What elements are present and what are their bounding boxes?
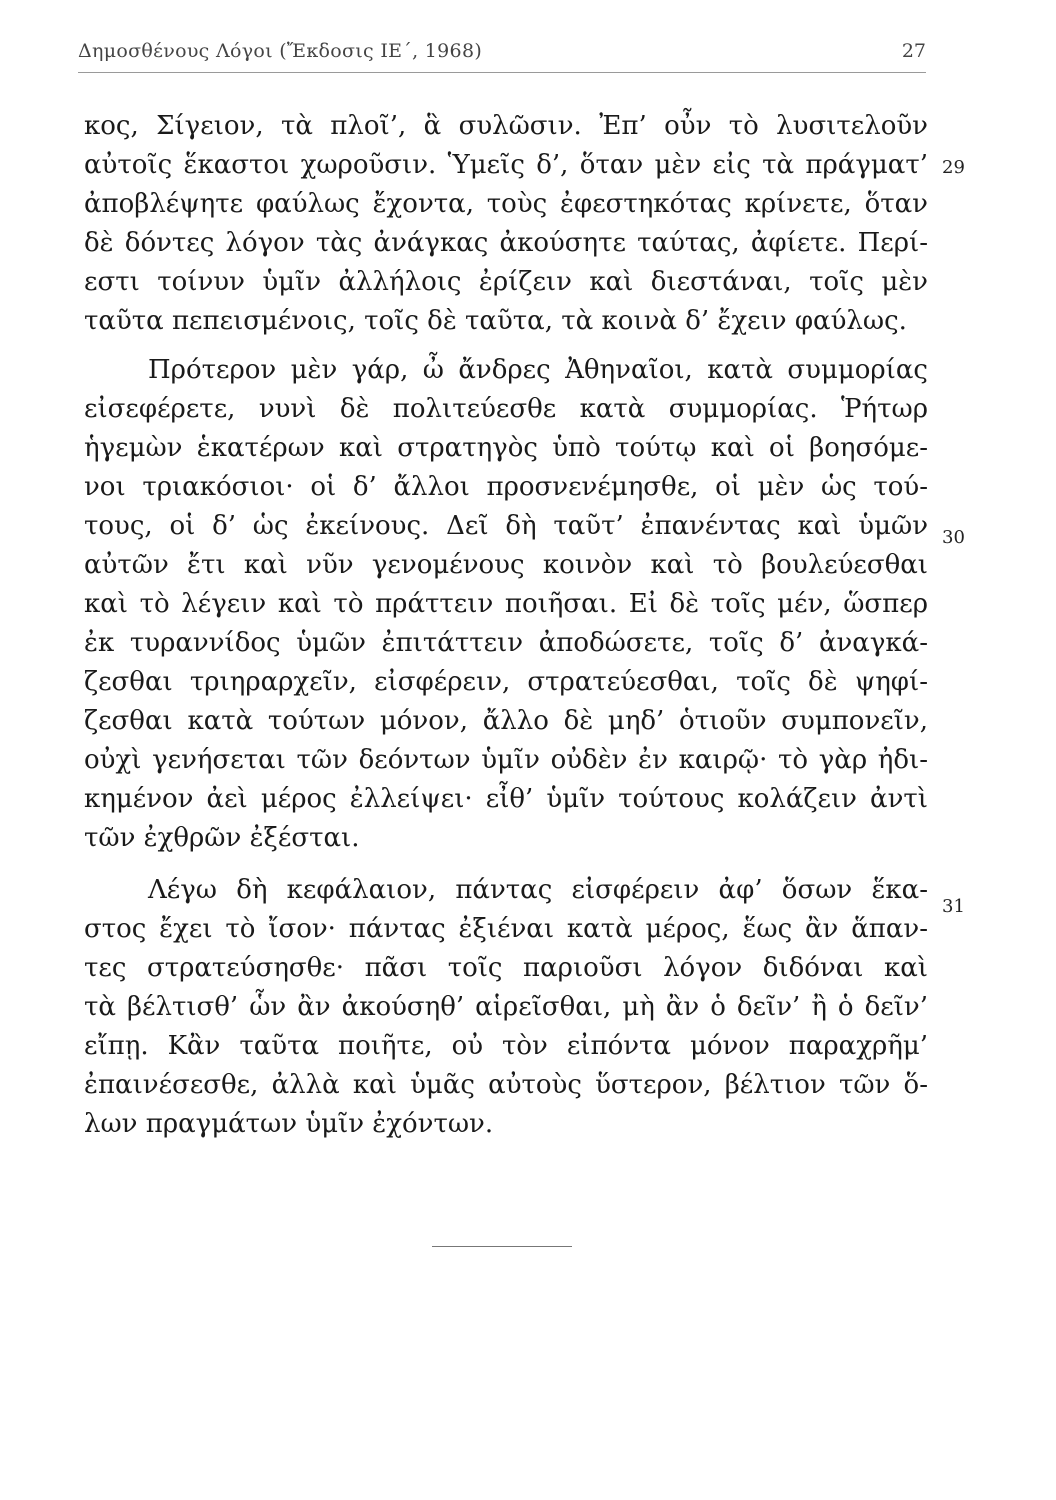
text-line: ζεσθαι κατὰ τούτων μόνον, ἄλλο δὲ μηδ’ ὁτιοῦν συμπονεῖν, — [84, 706, 928, 736]
text-line: αὐτοῖς ἕκαστοι χωροῦσιν. Ὑμεῖς δ’, ὅταν μὲν εἰς τὰ πράγματ’ — [84, 150, 928, 180]
section-number: 31 — [942, 896, 965, 917]
text-line: εἰσεφέρετε, νυνὶ δὲ πολιτεύεσθε κατὰ συμμορίας. Ῥήτωρ — [84, 394, 928, 424]
text-line: ζεσθαι τριηραρχεῖν, εἰσφέρειν, στρατεύεσθαι, τοῖς δὲ ψηφί- — [84, 667, 928, 697]
text-line: αὐτῶν ἔτι καὶ νῦν γενομένους κοινὸν καὶ τὸ βουλεύεσθαι — [84, 550, 928, 580]
text-line: Λέγω δὴ κεφάλαιον, πάντας εἰσφέρειν ἀφ’ ὅσων ἕκα- — [148, 875, 928, 905]
end-rule — [432, 1246, 572, 1247]
text-line: ἐπαινέσεσθε, ἀλλὰ καὶ ὑμᾶς αὐτοὺς ὕστερον, βέλτιον τῶν ὅ- — [84, 1070, 928, 1100]
section-number: 29 — [942, 157, 965, 178]
text-line: δὲ δόντες λόγον τὰς ἀνάγκας ἀκούσητε ταύτας, ἀφίετε. Περί- — [84, 228, 928, 258]
text-line: κος, Σίγειον, τὰ πλοῖ’, ἃ συλῶσιν. Ἐπ’ οὖν τὸ λυσιτελοῦν — [84, 111, 928, 141]
text-line: τῶν ἐχθρῶν ἐξέσται. — [84, 823, 360, 853]
text-line: εἴπῃ. Κἂν ταῦτα ποιῆτε, οὐ τὸν εἰπόντα μόνον παραχρῆμ’ — [84, 1031, 928, 1061]
section-number: 30 — [942, 527, 965, 548]
text-line: καὶ τὸ λέγειν καὶ τὸ πράττειν ποιῆσαι. Εἰ δὲ τοῖς μέν, ὥσπερ — [84, 589, 928, 619]
text-line: εστι τοίνυν ὑμῖν ἀλλήλοις ἐρίζειν καὶ διεστάναι, τοῖς μὲν — [84, 267, 928, 297]
text-line: ἡγεμὼν ἑκατέρων καὶ στρατηγὸς ὑπὸ τούτῳ καὶ οἱ βοησόμε- — [84, 433, 928, 463]
text-line: τες στρατεύσησθε· πᾶσι τοῖς παριοῦσι λόγον διδόναι καὶ — [84, 953, 928, 983]
text-line: λων πραγμάτων ὑμῖν ἐχόντων. — [84, 1109, 494, 1139]
page-number: 27 — [901, 40, 926, 62]
text-line: ἐκ τυραννίδος ὑμῶν ἐπιτάττειν ἀποδώσετε, τοῖς δ’ ἀναγκά- — [84, 628, 928, 658]
text-line: κημένον ἀεὶ μέρος ἐλλείψει· εἶθ’ ὑμῖν τούτους κολάζειν ἀντὶ — [84, 784, 928, 814]
text-line: τὰ βέλτισθ’ ὧν ἂν ἀκούσηθ’ αἱρεῖσθαι, μὴ ἂν ὁ δεῖν’ ἢ ὁ δεῖν’ — [84, 992, 928, 1022]
running-title: Δημοσθένους Λόγοι (Ἔκδοσις ΙΕ΄, 1968) — [78, 40, 483, 62]
text-line: ταῦτα πεπεισμένοις, τοῖς δὲ ταῦτα, τὰ κοινὰ δ’ ἔχειν φαύλως. — [84, 306, 907, 336]
text-line: Πρότερον μὲν γάρ, ὦ ἄνδρες Ἀθηναῖοι, κατὰ συμμορίας — [148, 355, 928, 385]
text-line: νοι τριακόσιοι· οἱ δ’ ἄλλοι προσνενέμησθε, οἱ μὲν ὡς τού- — [84, 472, 928, 502]
text-line: ἀποβλέψητε φαύλως ἔχοντα, τοὺς ἐφεστηκότας κρίνετε, ὅταν — [84, 189, 928, 219]
page-header — [78, 40, 926, 70]
header-rule — [78, 72, 926, 73]
text-line: στος ἔχει τὸ ἴσον· πάντας ἐξιέναι κατὰ μέρος, ἕως ἂν ἅπαν- — [84, 914, 928, 944]
text-line: τους, οἱ δ’ ὡς ἐκείνους. Δεῖ δὴ ταῦτ’ ἐπανέντας καὶ ὑμῶν — [84, 511, 928, 541]
text-line: οὐχὶ γενήσεται τῶν δεόντων ὑμῖν οὐδὲν ἐν καιρῷ· τὸ γὰρ ἠδι- — [84, 745, 928, 775]
